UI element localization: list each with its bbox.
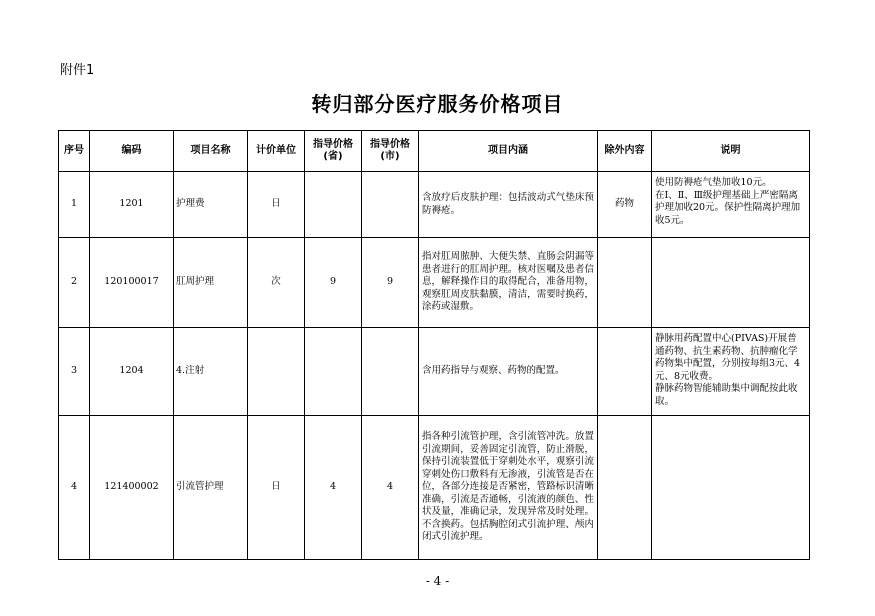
header-name: 项目名称: [174, 131, 248, 172]
header-code: 编码: [90, 131, 174, 172]
cell-content: 指对肛周脓肿、大便失禁、直肠会阴漏等患者进行的肛周护理。核对医嘱及患者信息，解释操作目的取得配合，准备用物，观察肛周皮肤黏膜，清洁，需要时换药，涂药或湿敷。: [419, 238, 598, 328]
table-row: [59, 416, 810, 560]
cell-seq: 2: [59, 238, 90, 328]
header-price-province: 指导价格 (省): [305, 131, 362, 172]
cell-notes: [652, 416, 810, 560]
attachment-label: 附件1: [60, 63, 95, 78]
cell-notes: 静脉用药配置中心(PIVAS)开展普通药物、抗生素药物、抗肿瘤化学药物集中配置，分别按每组3元、4元、8元收费。 静脉药物智能辅助集中调配按此收取。: [652, 328, 810, 416]
cell-price-city: [362, 172, 419, 238]
cell-name: 引流管护理: [174, 416, 248, 560]
cell-code: 120100017: [90, 238, 174, 328]
cell-exclusions: [598, 238, 652, 328]
cell-content: 含放疗后皮肤护理：包括波动式气垫床预防褥疮。: [419, 172, 598, 238]
table-row: [59, 172, 810, 238]
cell-name: 4.注射: [174, 328, 248, 416]
cell-exclusions: 药物: [598, 172, 652, 238]
header-seq: 序号: [59, 131, 90, 172]
header-content: 项目内涵: [419, 131, 598, 172]
cell-price-province: 4: [305, 416, 362, 560]
cell-price-city: 9: [362, 238, 419, 328]
cell-price-province: 9: [305, 238, 362, 328]
cell-price-city: [362, 328, 419, 416]
document-title: 转归部分医疗服务价格项目: [311, 92, 564, 116]
table-row: [59, 328, 810, 416]
cell-unit: 次: [248, 238, 305, 328]
cell-exclusions: [598, 416, 652, 560]
cell-seq: 1: [59, 172, 90, 238]
table-row: [59, 238, 810, 328]
cell-content: 指各种引流管护理，含引流管冲洗。放置引流期间，妥善固定引流管，防止滑脱，保持引流装置低于穿刺处水平，观察引流穿刺处伤口敷料有无渗液，引流管是否在位，各部分连接是否紧密，管路标识清晰准确，引流是否通畅，引流液的颜色、性状及量，准确记录，发现异常及时处理。不含换药。包括胸腔闭式引流护理、颅内闭式引流护理。: [419, 416, 598, 560]
cell-notes: [652, 238, 810, 328]
cell-price-province: [305, 328, 362, 416]
cell-price-city: 4: [362, 416, 419, 560]
cell-exclusions: [598, 328, 652, 416]
header-price-city: 指导价格 (市): [362, 131, 419, 172]
cell-name: 肛周护理: [174, 238, 248, 328]
cell-unit: 日: [248, 416, 305, 560]
cell-seq: 4: [59, 416, 90, 560]
cell-content: 含用药指导与观察、药物的配置。: [419, 328, 598, 416]
header-exclusions: 除外内容: [598, 131, 652, 172]
page-number: - 4 -: [425, 574, 450, 588]
cell-code: 1204: [90, 328, 174, 416]
price-table: [58, 130, 810, 560]
cell-unit: [248, 328, 305, 416]
table-header-row: [59, 131, 810, 172]
cell-name: 护理费: [174, 172, 248, 238]
header-notes: 说明: [652, 131, 810, 172]
cell-seq: 3: [59, 328, 90, 416]
header-unit: 计价单位: [248, 131, 305, 172]
cell-price-province: [305, 172, 362, 238]
cell-notes: 使用防褥疮气垫加收10元。 在Ⅰ、Ⅱ、Ⅲ级护理基础上严密隔离护理加收20元。保护性隔离护理加收5元。: [652, 172, 810, 238]
cell-unit: 日: [248, 172, 305, 238]
cell-code: 121400002: [90, 416, 174, 560]
cell-code: 1201: [90, 172, 174, 238]
